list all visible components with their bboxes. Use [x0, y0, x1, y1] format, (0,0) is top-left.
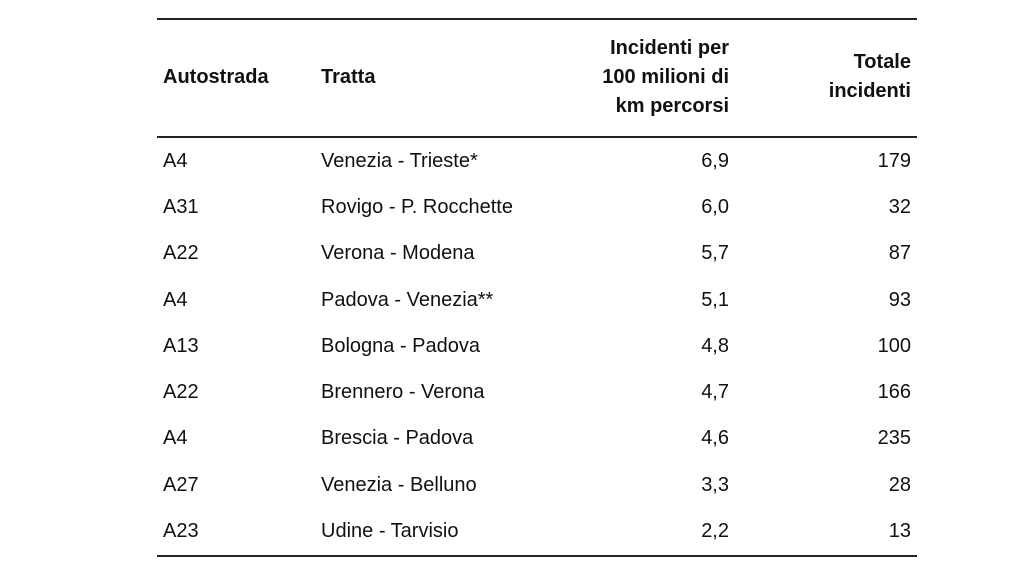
cell-incidenti-per-100m-km: 2,2 — [549, 508, 735, 555]
cell-totale-incidenti: 87 — [888, 242, 911, 265]
cell-incidenti-per-100m-km: 5,1 — [701, 288, 729, 311]
cell-tratta: Udine - Tarvisio — [315, 508, 549, 555]
table-row — [157, 277, 917, 323]
cell-tratta: Venezia - Belluno — [321, 473, 477, 496]
cell-incidenti-per-100m-km: 4,7 — [701, 381, 729, 404]
header-row — [157, 18, 917, 137]
cell-totale-incidenti: 179 — [877, 149, 911, 172]
cell-autostrada: A4 — [163, 149, 188, 172]
cell-autostrada: A4 — [163, 427, 188, 450]
cell-totale-incidenti: 32 — [888, 195, 911, 218]
table-row — [157, 323, 917, 369]
table-row — [157, 508, 917, 555]
cell-totale-incidenti: 93 — [888, 288, 911, 311]
cell-tratta: Verona - Modena — [321, 242, 475, 265]
cell-autostrada: A22 — [163, 242, 199, 265]
cell-autostrada: A4 — [163, 288, 188, 311]
cell-totale-incidenti: 13 — [735, 508, 917, 555]
cell-totale-incidenti: 166 — [877, 381, 911, 404]
cell-autostrada: A27 — [163, 473, 199, 496]
table-row — [157, 369, 917, 415]
cell-tratta: Rovigo - P. Rocchette — [321, 195, 513, 218]
cell-incidenti-per-100m-km: 3,3 — [701, 473, 729, 496]
cell-incidenti-per-100m-km: 4,6 — [701, 427, 729, 450]
cell-tratta: Venezia - Trieste* — [321, 149, 478, 172]
cell-totale-incidenti: 100 — [877, 334, 911, 357]
cell-autostrada: A13 — [163, 334, 199, 357]
cell-tratta: Padova - Venezia** — [321, 288, 494, 311]
cell-autostrada: A31 — [163, 195, 199, 218]
table-row — [157, 231, 917, 277]
accident-table — [157, 18, 917, 557]
table-row — [157, 184, 917, 230]
cell-autostrada: A23 — [157, 508, 315, 555]
table-row — [157, 416, 917, 462]
header-autostrada: Autostrada — [157, 18, 315, 137]
cell-incidenti-per-100m-km: 5,7 — [701, 242, 729, 265]
cell-tratta: Brescia - Padova — [321, 427, 474, 450]
table-header — [157, 18, 917, 137]
header-tratta: Tratta — [315, 18, 549, 137]
cell-tratta: Brennero - Verona — [321, 381, 485, 404]
cell-incidenti-per-100m-km: 6,0 — [701, 195, 729, 218]
table-top-rule — [157, 18, 917, 20]
header-totale-incidenti: Totale incidenti — [735, 18, 917, 137]
cell-autostrada: A22 — [163, 381, 199, 404]
cell-totale-incidenti: 235 — [877, 427, 911, 450]
cell-incidenti-per-100m-km: 4,8 — [701, 334, 729, 357]
header-incidenti-per-100m-km: Incidenti per 100 milioni di km percorsi — [549, 18, 735, 137]
cell-incidenti-per-100m-km: 6,9 — [701, 149, 729, 172]
table-row — [157, 137, 917, 184]
table-body — [157, 137, 917, 556]
cell-tratta: Bologna - Padova — [321, 334, 481, 357]
cell-totale-incidenti: 28 — [888, 473, 911, 496]
table-row — [157, 462, 917, 508]
accident-table-container — [157, 18, 917, 557]
